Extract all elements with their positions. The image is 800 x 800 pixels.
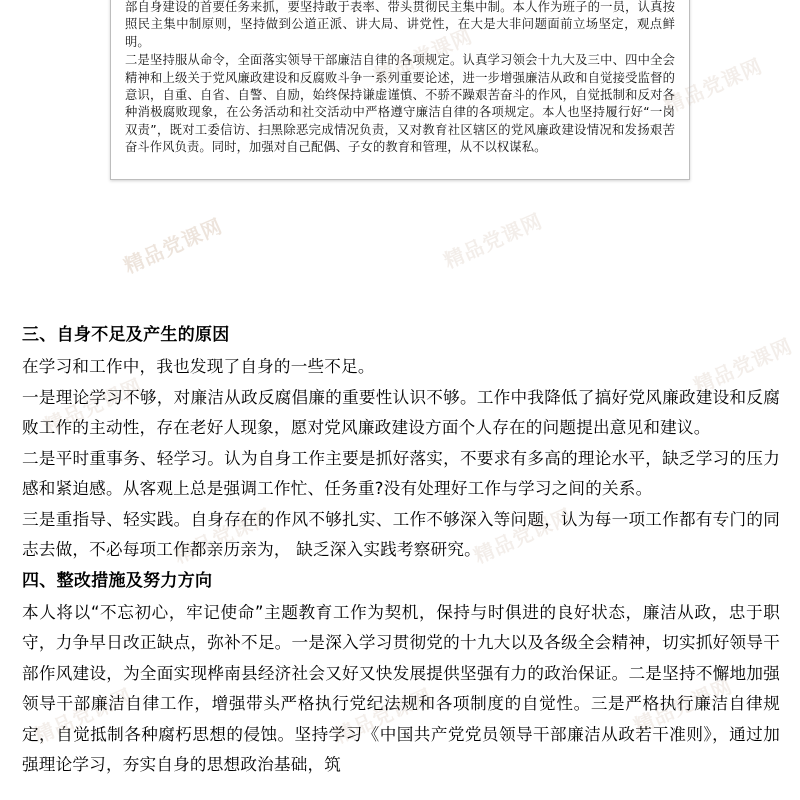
watermark: 精品党课网 — [370, 23, 476, 89]
paragraph: 一是理论学习不够，对廉洁从政反腐倡廉的重要性认识不够。工作中我降低了搞好党风廉政建设和反腐败工作的主动性，存在老好人现象，愿对党风廉政建设方面个人存在的问题提出意见和建议。 — [22, 387, 780, 437]
watermark: 精品党课网 — [120, 213, 226, 279]
watermark: 精品党课网 — [470, 503, 576, 569]
watermark: 精品党课网 — [40, 373, 146, 439]
watermark: 精品党课网 — [330, 683, 436, 749]
watermark: 精品党课网 — [660, 53, 766, 119]
paragraph: 三是重指导、轻实践。自身存在的作风不够扎实、工作不够深入等问题，认为每一项工作都有专门的同志去做，不必每项工作都亲历亲为， 缺乏深入实践考察研究。 — [22, 509, 780, 559]
paragraph: 在学习和工作中，我也发现了自身的一些不足。 — [22, 357, 375, 376]
watermark: 精品党课网 — [170, 503, 276, 569]
watermark: 精品党课网 — [440, 208, 546, 274]
document-body — [22, 320, 780, 781]
paragraph: 二是平时重事务、轻学习。认为自身工作主要是抓好落实，不要求有多高的理论水平，缺乏学习的压力感和紧迫感。从客观上总是强调工作忙、任务重?没有处理好工作与学习之间的关系。 — [22, 448, 780, 498]
watermark: 精品党课网 — [30, 683, 136, 749]
paragraph: 本人将以“不忘初心，牢记使命”主题教育工作为契机，保持与时俱进的良好状态，廉洁从政，忠于职守，力争早日改正缺点，弥补不足。一是深入学习贯彻党的十九大以及各级全会精神，切实抓好领导干部作风建设，为全面实现桦南县经济社会又好又快发展提供坚强有力的政治保证。二是坚持不懈地加强领导干部廉洁自律工作，增强带头严格执行党纪法规和各项制度的自觉性。三是严格执行廉洁自律规定，自觉抵制各种腐朽思想的侵蚀。坚持学习《中国共产党党员领导干部廉洁从政若干准则》，通过加强理论学习，夯实自身的思想政治基础，筑 — [22, 602, 780, 774]
section-heading-four: 四、整改措施及努力方向 — [22, 570, 213, 591]
excerpt-paragraph: 部自身建设的首要任务来抓，要坚持敢于表率、带头贯彻民主集中制。本人作为班子的一员，认真按照民主集中制原则，坚持做到公道正派、讲大局、讲党性，在大是大非问题面前立场坚定，观点鲜明。 — [125, 0, 675, 49]
section-heading-three: 三、自身不足及产生的原因 — [22, 325, 230, 345]
watermark: 精品党课网 — [630, 673, 736, 739]
excerpt-panel — [110, 0, 690, 180]
watermark: 精品党课网 — [690, 333, 796, 399]
excerpt-paragraph: 二是坚持服从命令，全面落实领导干部廉洁自律的各项规定。认真学习领会十九大及三中、四中全会精神和上级关于党风廉政建设和反腐败斗争一系列重要论述，进一步增强廉洁从政和自觉接受监督的意识，自重、自省、自警、自励，始终保持谦虚谨慎、不骄不躁艰苦奋斗的作风，自觉抵制和反对各种消极腐败现象，在公务活动和社交活动中严格遵守廉洁自律的各项规定。本人也坚持履行好“一岗双责”，既对工委信访、扫黑除恶完成情况负责，又对教育社区辖区的党风廉政建设情况和发扬艰苦奋斗作风负责。同时，加强对自己配偶、子女的教育和管理，从不以权谋私。 — [125, 53, 675, 155]
